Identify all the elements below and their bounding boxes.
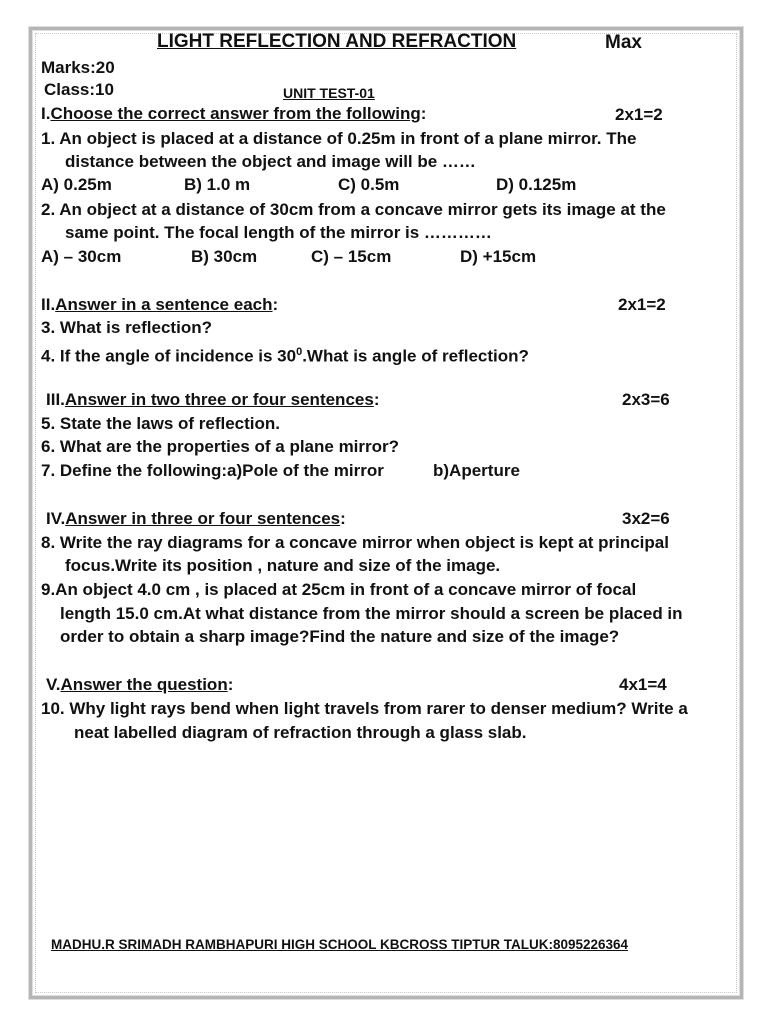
- section-marks-3: 2x3=6: [622, 390, 670, 409]
- section-heading-4: [46, 508, 346, 530]
- section-number: V.: [46, 675, 61, 694]
- section-heading-3: [46, 389, 379, 411]
- question-4-text-end: .What is angle of reflection?: [302, 346, 529, 366]
- section-number: III.: [46, 390, 65, 409]
- section-title: Answer in two three or four sentences: [64, 390, 374, 409]
- question-3: 3. What is reflection?: [41, 318, 212, 337]
- option-1c: C) 0.5m: [338, 175, 400, 194]
- section-number: I.: [41, 104, 51, 123]
- footer-author: MADHU.R SRIMADH RAMBHAPURI HIGH SCHOOL KBCROSS TIPTUR TALUK:8095226364: [51, 937, 629, 952]
- max-label: Max: [605, 32, 642, 53]
- question-7: 7. Define the following:a)Pole of the mirror: [41, 461, 384, 480]
- option-2a: A) – 30cm: [41, 247, 122, 266]
- section-marks-1: 2x1=2: [615, 105, 663, 124]
- question-1-line-2: distance between the object and image will be ……: [65, 152, 476, 171]
- section-number: IV.: [46, 509, 66, 528]
- option-2c: C) – 15cm: [311, 247, 392, 266]
- section-number: II.: [41, 295, 56, 314]
- option-2b: B) 30cm: [191, 247, 258, 266]
- option-2d: D) +15cm: [460, 247, 537, 266]
- question-2-line-2: same point. The focal length of the mirror is …………: [65, 223, 492, 242]
- section-title: Answer in three or four sentences: [65, 509, 341, 528]
- section-title: Answer the question: [60, 675, 228, 694]
- section-marks-4: 3x2=6: [622, 509, 670, 528]
- question-10-line-1: 10. Why light rays bend when light travels from rarer to denser medium? Write a: [41, 699, 688, 718]
- section-colon: :: [420, 104, 427, 123]
- question-9-line-1: 9.An object 4.0 cm , is placed at 25cm in front of a concave mirror of focal: [41, 580, 637, 599]
- option-1d: D) 0.125m: [496, 175, 577, 194]
- question-1-line-1: 1. An object is placed at a distance of 0.25m in front of a plane mirror. The: [41, 129, 637, 148]
- question-4: [41, 341, 529, 368]
- question-9-line-3: order to obtain a sharp image?Find the nature and size of the image?: [60, 627, 620, 646]
- question-2-line-1: 2. An object at a distance of 30cm from a concave mirror gets its image at the: [41, 200, 666, 219]
- option-1a: A) 0.25m: [41, 175, 112, 194]
- question-5: 5. State the laws of reflection.: [41, 414, 281, 433]
- option-1b: B) 1.0 m: [184, 175, 251, 194]
- question-8-line-2: focus.Write its position , nature and size of the image.: [65, 556, 501, 575]
- question-9-line-2: length 15.0 cm.At what distance from the mirror should a screen be placed in: [60, 604, 683, 623]
- section-colon: :: [272, 295, 279, 314]
- section-heading-2: [41, 294, 278, 316]
- question-10-line-2: neat labelled diagram of refraction through a glass slab.: [74, 723, 527, 742]
- section-colon: :: [227, 675, 234, 694]
- section-title: Answer in a sentence each: [55, 295, 273, 314]
- question-8-line-1: 8. Write the ray diagrams for a concave mirror when object is kept at principal: [41, 533, 669, 552]
- question-4-text: 4. If the angle of incidence is 30: [41, 346, 297, 366]
- section-colon: :: [373, 390, 380, 409]
- question-6: 6. What are the properties of a plane mirror?: [41, 437, 400, 456]
- page-title: LIGHT REFLECTION AND REFRACTION: [157, 31, 517, 52]
- section-colon: :: [340, 509, 346, 528]
- class-label: Class:10: [44, 80, 114, 99]
- degree-superscript: 0: [296, 346, 303, 358]
- section-title: Choose the correct answer from the following: [50, 104, 421, 123]
- section-marks-2: 2x1=2: [618, 295, 666, 314]
- unit-test-label: UNIT TEST-01: [283, 85, 375, 101]
- marks-label: Marks:20: [41, 58, 115, 77]
- section-marks-5: 4x1=4: [619, 675, 667, 694]
- section-heading-1: [41, 103, 426, 125]
- section-heading-5: [46, 674, 233, 696]
- question-7-part-b: b)Aperture: [433, 461, 520, 480]
